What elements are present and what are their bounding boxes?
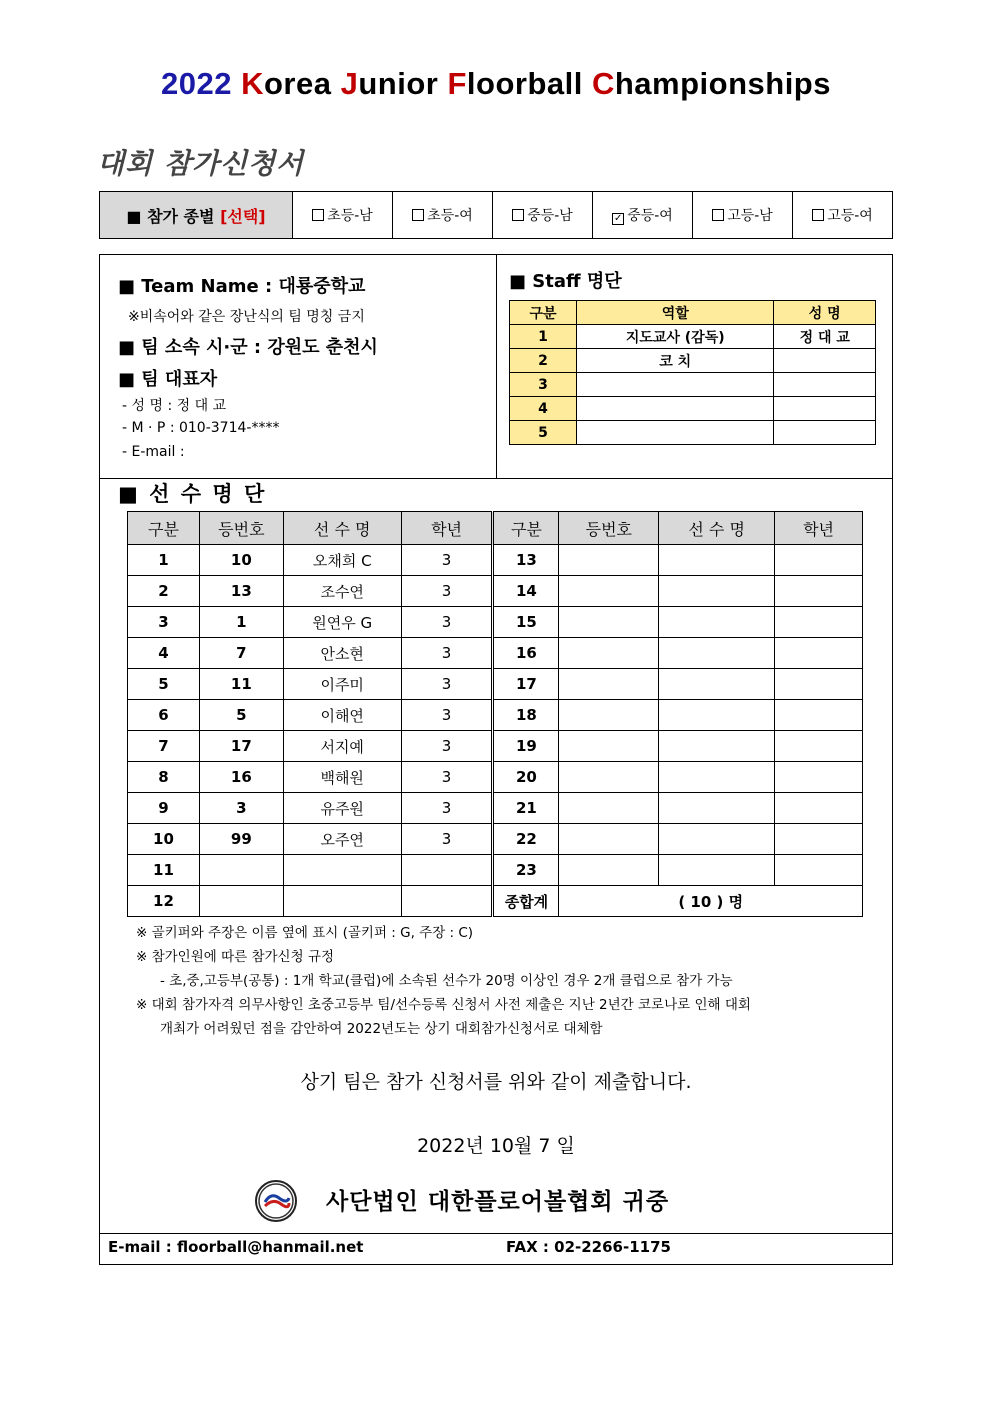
checkbox-icon[interactable] [312, 209, 324, 221]
note-line: - 초,중,고등부(공통) : 1개 학교(클럽)에 소속된 선수가 20명 이상인 경우 2개 클럽으로 참가 가능 [160, 973, 733, 989]
table-header: 구분 역할 성 명 [510, 301, 876, 325]
table-row: 4 7 안소현 3 16 [128, 638, 863, 669]
table-row: 2 13 조수연 3 14 [128, 576, 863, 607]
checkbox-icon[interactable] [412, 209, 424, 221]
table-row: 4 [510, 397, 876, 421]
category-table [99, 191, 893, 239]
form-subtitle: 대회 참가신청서 [97, 147, 305, 180]
team-name: ■ Team Name : 대룡중학교 [118, 276, 366, 297]
category-label: ■ 참가 종별 [선택] [100, 192, 293, 239]
note-line: ※ 골키퍼와 주장은 이름 옆에 표시 (골키퍼 : G, 주장 : C) [136, 925, 474, 941]
team-region: ■ 팀 소속 시·군 : 강원도 춘천시 [118, 337, 378, 358]
category-option[interactable]: 초등-남 [293, 192, 393, 239]
players-title: ■ 선 수 명 단 [118, 482, 267, 506]
category-option[interactable]: ✓ 중등-여 [593, 192, 693, 239]
checkbox-icon[interactable] [712, 209, 724, 221]
category-option[interactable]: 초등-여 [393, 192, 493, 239]
checkbox-icon[interactable] [812, 209, 824, 221]
table-row: 1 10 오채희 C 3 13 [128, 545, 863, 576]
table-row: 10 99 오주연 3 22 [128, 824, 863, 855]
table-row: 6 5 이해연 3 18 [128, 700, 863, 731]
rep-phone: - M · P : 010-3714-**** [122, 420, 280, 436]
note-line: ※ 대회 참가자격 의무사항인 초중고등부 팀/선수등록 신청서 사전 제출은 지난 2년간 코로나로 인해 대회 [136, 997, 751, 1013]
table-row: 1 지도교사 (감독) 정 대 교 [510, 325, 876, 349]
rep-name: - 성 명 : 정 대 교 [122, 398, 227, 414]
table-row: 3 1 원연우 G 3 15 [128, 607, 863, 638]
rep-email: - E-mail : [122, 444, 185, 460]
table-row: 9 3 유주원 3 21 [128, 793, 863, 824]
checked-checkbox-icon[interactable]: ✓ [613, 213, 623, 224]
table-row: 8 16 백해원 3 20 [128, 762, 863, 793]
category-option[interactable]: 고등-남 [693, 192, 793, 239]
category-option[interactable]: 중등-남 [493, 192, 593, 239]
table-row: 5 11 이주미 3 17 [128, 669, 863, 700]
table-header: 구분 등번호 선 수 명 학년 구분 등번호 선 수 명 학년 [128, 512, 863, 545]
organization-name: 사단법인 대한플로어볼협회 귀중 [326, 1189, 670, 1215]
table-row: 7 17 서지예 3 19 [128, 731, 863, 762]
footer-divider [99, 1233, 893, 1234]
note-line: ※ 참가인원에 따른 참가신청 규정 [136, 949, 335, 965]
staff-title: ■ Staff 명단 [509, 271, 622, 292]
association-logo-icon [255, 1180, 297, 1222]
note-line: 개최가 어려웠던 점을 감안하여 2022년도는 상기 대회참가신청서로 대체함 [160, 1021, 603, 1037]
footer-email: E-mail : floorball@hanmail.net [108, 1238, 364, 1256]
document-title: 2022 Korea Junior Floorball Championships [160, 66, 831, 101]
checkbox-icon[interactable] [512, 209, 524, 221]
players-table [127, 511, 863, 917]
staff-table [509, 300, 876, 445]
footer-fax: FAX : 02-2266-1175 [506, 1238, 671, 1256]
category-option[interactable]: 고등-여 [793, 192, 893, 239]
submit-date: 2022년 10월 7 일 [417, 1135, 575, 1157]
total-count: ( 10 ) 명 [559, 886, 863, 917]
table-row: 11 23 [128, 855, 863, 886]
table-row: 2 코 치 [510, 349, 876, 373]
table-row: 12 종합계 ( 10 ) 명 [128, 886, 863, 917]
table-row: 3 [510, 373, 876, 397]
team-name-notice: ※비속어와 같은 장난식의 팀 명칭 금지 [128, 309, 365, 325]
submit-statement: 상기 팀은 참가 신청서를 위와 같이 제출합니다. [300, 1071, 692, 1093]
section-divider [496, 254, 497, 479]
table-row: 5 [510, 421, 876, 445]
team-representative-title: ■ 팀 대표자 [118, 369, 218, 390]
